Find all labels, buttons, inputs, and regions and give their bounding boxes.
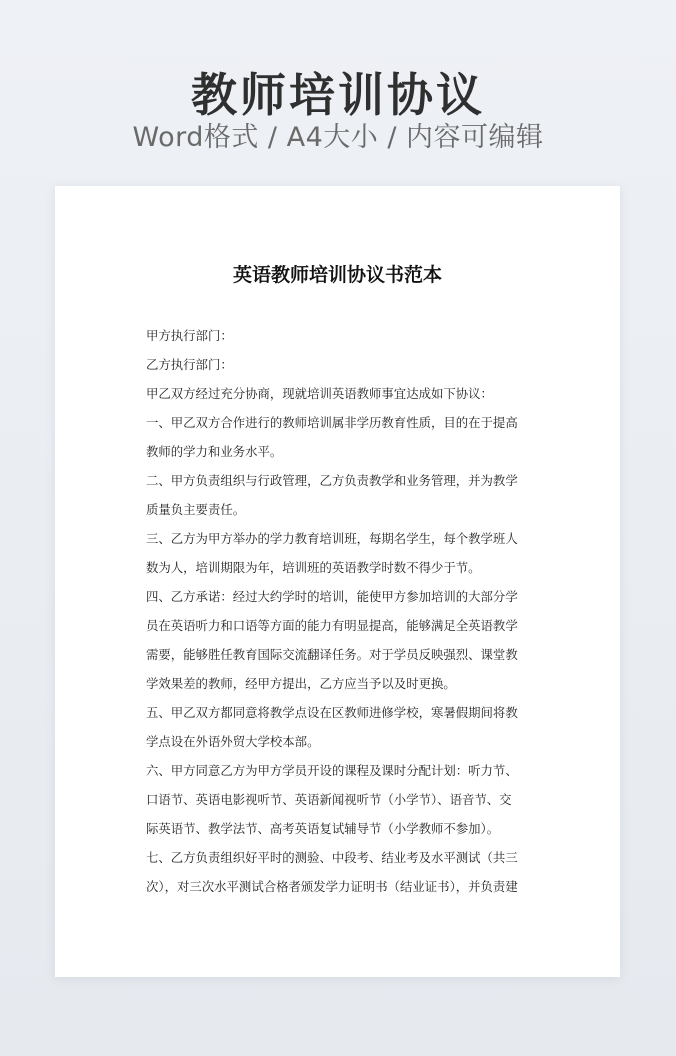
document-line: 质量负主要责任。 bbox=[146, 502, 246, 517]
document-line: 甲乙双方经过充分协商，现就培训英语教师事宜达成如下协议： bbox=[146, 386, 493, 401]
document-line: 次），对三次水平测试合格者颁发学力证明书（结业证书），并负责建 bbox=[146, 879, 518, 894]
document-line: 三、乙方为甲方举办的学力教育培训班，每期名学生，每个教学班人 bbox=[146, 531, 518, 546]
document-line: 五、甲乙双方都同意将教学点设在区教师进修学校，寒暑假期间将教 bbox=[146, 705, 518, 720]
page-subtitle: Word格式 / A4大小 / 内容可编辑 bbox=[132, 122, 544, 153]
document-line: 员在英语听力和口语等方面的能力有明显提高，能够满足全英语教学 bbox=[146, 618, 518, 633]
document-line: 学效果差的教师，经甲方提出，乙方应当予以及时更换。 bbox=[146, 676, 456, 691]
document-line: 七、乙方负责组织好平时的测验、中段考、结业考及水平测试（共三 bbox=[146, 850, 518, 865]
document-line: 学点设在外语外贸大学校本部。 bbox=[146, 734, 320, 749]
document-line: 六、甲方同意乙方为甲方学员开设的课程及课时分配计划：听力节、 bbox=[146, 763, 518, 778]
document-line: 教师的学力和业务水平。 bbox=[146, 444, 283, 459]
document-line: 需要，能够胜任教育国际交流翻译任务。对于学员反映强烈、课堂教 bbox=[146, 647, 518, 662]
document-title: 英语教师培训协议书范本 bbox=[232, 264, 442, 286]
document-line: 四、乙方承诺：经过大约学时的培训，能使甲方参加培训的大部分学 bbox=[146, 589, 518, 604]
document-line: 二、甲方负责组织与行政管理，乙方负责教学和业务管理，并为教学 bbox=[146, 473, 518, 488]
document-line: 甲方执行部门： bbox=[146, 328, 233, 343]
document-body bbox=[146, 321, 529, 901]
document-page bbox=[55, 186, 620, 977]
document-line: 口语节、英语电影视听节、英语新闻视听节（小学节）、语音节、交 bbox=[146, 792, 512, 807]
document-line: 乙方执行部门： bbox=[146, 357, 233, 372]
document-line: 数为人，培训期限为年，培训班的英语教学时数不得少于节。 bbox=[146, 560, 481, 575]
page-title: 教师培训协议 bbox=[191, 68, 485, 122]
document-line: 一、甲乙双方合作进行的教师培训属非学历教育性质，目的在于提高 bbox=[146, 415, 518, 430]
document-line: 际英语节、教学法节、高考英语复试辅导节（小学教师不参加）。 bbox=[146, 821, 500, 836]
